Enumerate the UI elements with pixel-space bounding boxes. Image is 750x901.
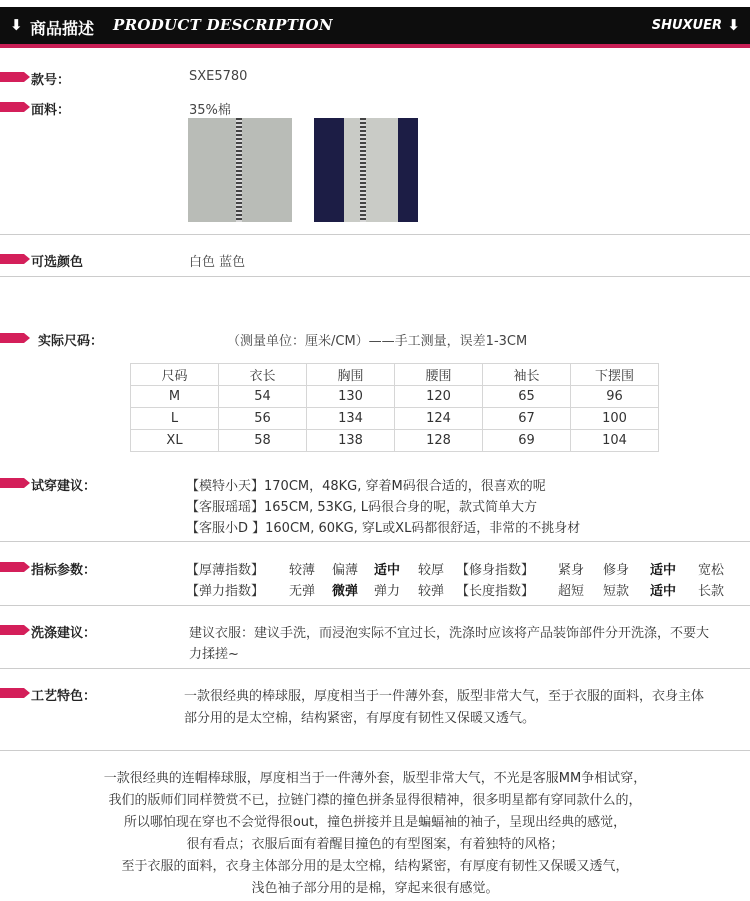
header-underline bbox=[0, 44, 750, 48]
index-label-row bbox=[0, 559, 150, 578]
index-option: 短款 bbox=[603, 584, 630, 599]
index-option: 紧身 bbox=[558, 563, 585, 578]
wash-label-row bbox=[0, 622, 150, 641]
craft-label-row bbox=[0, 685, 150, 704]
index-category: 【弹力指数】 bbox=[186, 584, 265, 599]
table-header-row bbox=[131, 364, 659, 386]
description-line: 一款很经典的连帽棒球服，厚度相当于一件薄外套，版型非常大气，不光是客服MM争相试穿， bbox=[103, 771, 647, 786]
fabric-label: 面料： bbox=[31, 103, 71, 118]
table-header-cell: 尺码 bbox=[131, 364, 219, 386]
table-cell: 100 bbox=[571, 408, 659, 430]
table-header-cell: 袖长 bbox=[483, 364, 571, 386]
label-marker-arrow bbox=[24, 72, 30, 82]
table-cell: 54 bbox=[219, 386, 307, 408]
description-paragraph bbox=[0, 768, 750, 900]
index-option: 较弹 bbox=[418, 584, 445, 599]
divider bbox=[0, 668, 750, 669]
index-option: 宽松 bbox=[698, 563, 725, 578]
index-option-selected: 适中 bbox=[374, 563, 401, 578]
section-header bbox=[0, 7, 750, 44]
index-option: 较薄 bbox=[289, 563, 316, 578]
tryon-line: 【客服小D 】160CM, 60KG, 穿L或XL码都很舒适，非常的不挑身材 bbox=[186, 521, 581, 536]
zipper-detail bbox=[360, 118, 366, 222]
table-cell: M bbox=[131, 386, 219, 408]
zipper-detail bbox=[236, 118, 242, 222]
table-cell: 130 bbox=[307, 386, 395, 408]
description-line: 至于衣服的面料，衣身主体部分用的是太空棉，结构紧密，有厚度有韧性又保暖又透气， bbox=[121, 859, 629, 874]
label-marker bbox=[0, 478, 24, 488]
table-header-cell: 腰围 bbox=[395, 364, 483, 386]
label-marker-arrow bbox=[24, 562, 30, 572]
model-label-row bbox=[0, 69, 150, 88]
label-marker-arrow bbox=[24, 102, 30, 112]
fabric-label-row bbox=[0, 99, 150, 118]
index-option: 修身 bbox=[603, 563, 630, 578]
header-title-en: PRODUCT DESCRIPTION bbox=[113, 16, 333, 34]
down-arrow-icon: ⬇ bbox=[727, 16, 740, 34]
table-cell: XL bbox=[131, 430, 219, 452]
top-spacer bbox=[0, 0, 750, 7]
table-header-cell: 衣长 bbox=[219, 364, 307, 386]
label-marker bbox=[0, 625, 24, 635]
size-label: 实际尺码： bbox=[38, 334, 104, 349]
model-value: SXE5780 bbox=[189, 69, 248, 84]
brand-logo: SHUXUER bbox=[651, 18, 722, 33]
table-cell: 69 bbox=[483, 430, 571, 452]
description-line: 很有看点；衣服后面有着醒目撞色的有型图案，有着独特的风格； bbox=[186, 837, 564, 852]
description-line: 浅色袖子部分用的是棉，穿起来很有感觉。 bbox=[251, 881, 499, 896]
colors-label-row bbox=[0, 251, 150, 270]
label-marker bbox=[0, 102, 24, 112]
index-option: 超短 bbox=[558, 584, 585, 599]
index-option-selected: 微弹 bbox=[332, 584, 359, 599]
table-cell: 56 bbox=[219, 408, 307, 430]
light-panel bbox=[344, 118, 398, 222]
divider bbox=[0, 605, 750, 606]
model-label: 款号： bbox=[31, 73, 71, 88]
index-category: 【厚薄指数】 bbox=[186, 563, 265, 578]
index-label: 指标参数： bbox=[31, 563, 97, 578]
table-header-cell: 胸围 bbox=[307, 364, 395, 386]
divider bbox=[0, 276, 750, 277]
divider bbox=[0, 541, 750, 542]
index-option: 偏薄 bbox=[332, 563, 359, 578]
wash-label: 洗涤建议： bbox=[31, 626, 97, 641]
table-cell: 104 bbox=[571, 430, 659, 452]
table-row bbox=[131, 408, 659, 430]
label-marker bbox=[0, 688, 24, 698]
table-cell: 65 bbox=[483, 386, 571, 408]
index-option: 较厚 bbox=[418, 563, 445, 578]
craft-text: 一款很经典的棒球服，厚度相当于一件薄外套，版型非常大气，至于衣服的面料，衣身主体 bbox=[184, 689, 705, 704]
down-arrow-icon: ⬇ bbox=[10, 16, 23, 34]
table-cell: 124 bbox=[395, 408, 483, 430]
description-line: 我们的版师们同样赞赏不已，拉链门襟的撞色拼条显得很精神，很多明星都有穿同款什么的， bbox=[108, 793, 642, 808]
table-cell: 138 bbox=[307, 430, 395, 452]
tryon-label: 试穿建议： bbox=[31, 479, 97, 494]
colors-value: 白色 蓝色 bbox=[189, 255, 246, 270]
size-table bbox=[130, 363, 659, 452]
divider bbox=[0, 750, 750, 751]
wash-text: 力揉搓~ bbox=[189, 647, 239, 662]
divider bbox=[0, 234, 750, 235]
tryon-label-row bbox=[0, 475, 150, 494]
label-marker bbox=[0, 72, 24, 82]
table-cell: 96 bbox=[571, 386, 659, 408]
index-option: 无弹 bbox=[289, 584, 316, 599]
label-marker-arrow bbox=[24, 254, 30, 264]
size-label-row bbox=[0, 330, 150, 349]
index-option-selected: 适中 bbox=[650, 584, 677, 599]
table-cell: 134 bbox=[307, 408, 395, 430]
description-line: 所以哪怕现在穿也不会觉得很out，撞色拼接并且是蝙蝠袖的袖子，呈现出经典的感觉， bbox=[123, 815, 627, 830]
craft-text: 部分用的是太空棉，结构紧密，有厚度有韧性又保暖又透气。 bbox=[184, 711, 536, 726]
label-marker bbox=[0, 254, 24, 264]
label-marker-arrow bbox=[24, 478, 30, 488]
table-cell: L bbox=[131, 408, 219, 430]
table-cell: 58 bbox=[219, 430, 307, 452]
wash-text: 建议衣服：建议手洗，而浸泡实际不宜过长，洗涤时应该将产品装饰部件分开洗涤，不要大 bbox=[189, 626, 710, 641]
table-cell: 128 bbox=[395, 430, 483, 452]
table-cell: 120 bbox=[395, 386, 483, 408]
index-option: 长款 bbox=[698, 584, 725, 599]
size-note: （测量单位：厘米/CM）——手工测量，误差1-3CM bbox=[227, 334, 528, 349]
index-category: 【长度指数】 bbox=[456, 584, 535, 599]
craft-label: 工艺特色： bbox=[31, 689, 97, 704]
fabric-value: 35%棉 bbox=[189, 103, 231, 118]
label-marker bbox=[0, 562, 24, 572]
table-row bbox=[131, 430, 659, 452]
tryon-line: 【客服瑶瑶】165CM, 53KG, L码很合身的呢，款式简单大方 bbox=[186, 500, 538, 515]
index-option: 弹力 bbox=[374, 584, 401, 599]
header-title-cn: 商品描述 bbox=[30, 19, 95, 38]
table-cell: 67 bbox=[483, 408, 571, 430]
fabric-swatch-white bbox=[188, 118, 292, 222]
index-category: 【修身指数】 bbox=[456, 563, 535, 578]
label-marker-arrow bbox=[24, 625, 30, 635]
tryon-line: 【模特小天】170CM，48KG, 穿着M码很合适的，很喜欢的呢 bbox=[186, 479, 546, 494]
label-marker-arrow bbox=[24, 333, 30, 343]
fabric-swatch-blue bbox=[314, 118, 418, 222]
index-option-selected: 适中 bbox=[650, 563, 677, 578]
table-header-cell: 下摆围 bbox=[571, 364, 659, 386]
table-row bbox=[131, 386, 659, 408]
colors-label: 可选颜色 bbox=[31, 255, 84, 270]
label-marker bbox=[0, 333, 24, 343]
label-marker-arrow bbox=[24, 688, 30, 698]
